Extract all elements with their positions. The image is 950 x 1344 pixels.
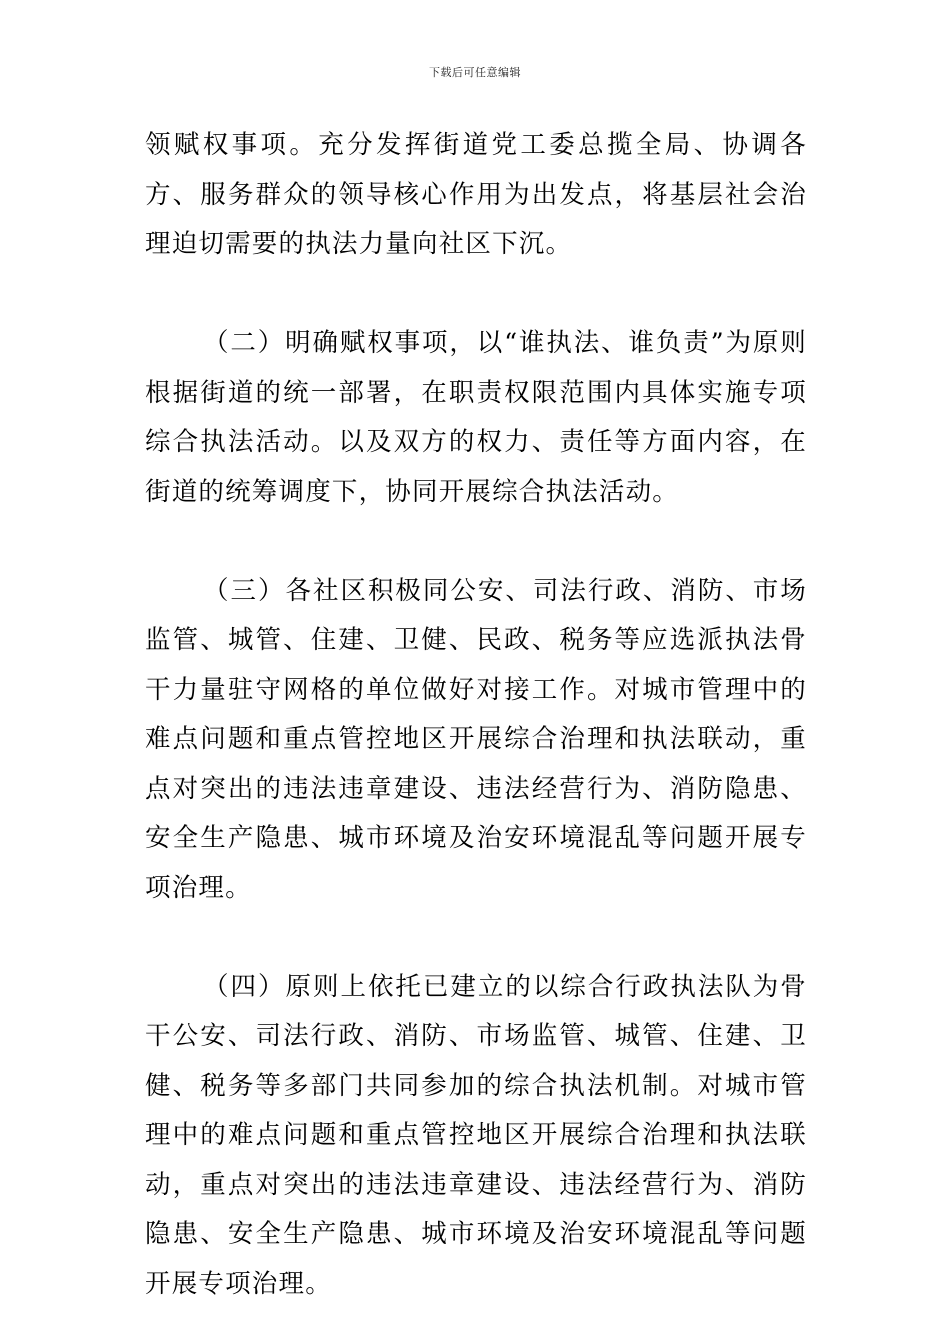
paragraph-continuation: 领赋权事项。充分发挥街道党工委总揽全局、协调各方、服务群众的领导核心作用为出发点，将基层社会治理迫切需要的执法力量向社区下沉。 <box>145 130 807 259</box>
paragraph-section-2: （二）明确赋权事项，以“谁执法、谁负责”为原则根据街道的统一部署，在职责权限范围内具体实施专项综合执法活动。以及双方的权力、责任等方面内容，在街道的统筹调度下，协同开展综合执法活动。 <box>145 328 807 507</box>
document-body <box>145 121 807 1309</box>
paragraph-section-4: （四）原则上依托已建立的以综合行政执法队为骨干公安、司法行政、消防、市场监管、城管、住建、卫健、税务等多部门共同参加的综合执法机制。对城市管理中的难点问题和重点管控地区开展综合治理和执法联动，重点对突出的违法违章建设、违法经营行为、消防隐患、安全生产隐患、城市环境及治安环境混乱等问题开展专项治理。 <box>145 971 807 1299</box>
paragraph-section-3: （三）各社区积极同公安、司法行政、消防、市场监管、城管、住建、卫健、民政、税务等应选派执法骨干力量驻守网格的单位做好对接工作。对城市管理中的难点问题和重点管控地区开展综合治理和执法联动，重点对突出的违法违章建设、违法经营行为、消防隐患、安全生产隐患、城市环境及治安环境混乱等问题开展专项治理。 <box>145 575 807 903</box>
page-header-note: 下载后可任意编辑 <box>429 66 521 79</box>
